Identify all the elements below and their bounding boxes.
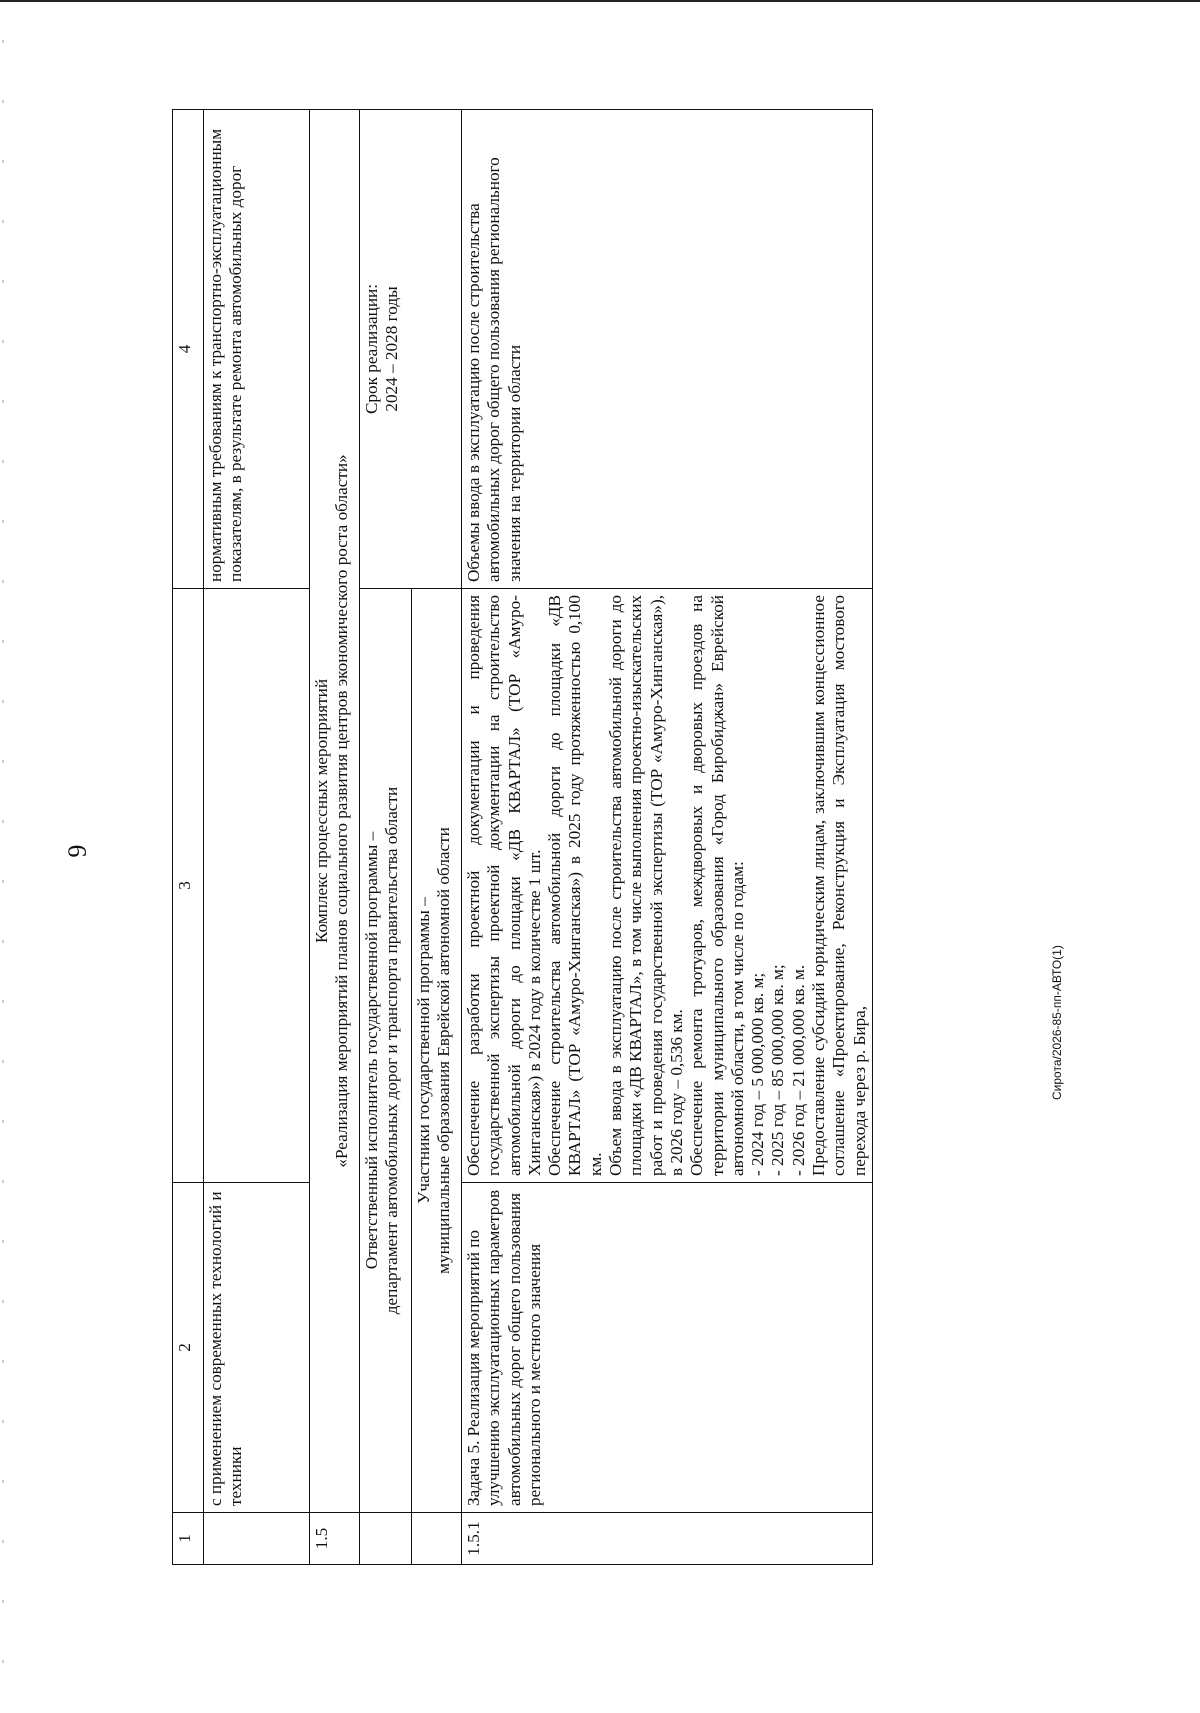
section-row (310, 110, 360, 1565)
participants-line1: Участники государственной программы – (414, 897, 433, 1204)
responsible-line1: Ответственный исполнитель государственной программы – (362, 831, 381, 1270)
measure-paragraph: Обеспечение строительства автомобильной дороги до площадки «ДВ КВАРТАЛ» (ТОР «Амуро-Хинганская») в 2025 году протяженностью 0,100 км. (545, 595, 605, 1176)
term-line1: Срок реализации: (362, 283, 381, 415)
header-col-3: 3 (173, 589, 204, 1183)
task-number: 1.5.1 (462, 1513, 873, 1565)
section-title (310, 110, 360, 1513)
footer-document-code: Сирота/2026-85-пп-АВТО(1) (1050, 945, 1064, 1100)
task-measures (462, 589, 873, 1183)
page-number: 6 (62, 844, 92, 858)
task-row (462, 110, 873, 1565)
header-col-2: 2 (173, 1183, 204, 1513)
measure-list-item: - 2026 год – 21 000,000 кв. м. (788, 964, 808, 1176)
implementation-term (360, 110, 462, 589)
measure-paragraph: Обеспечение разработки проектной документации и проведения государственной экспертизы проектной документации на строительство автомобильной дороги до площадки «ДВ КВАРТАЛ» (ТОР «Амуро-Хинганская») в 2024 году в количестве 1 шт. (464, 595, 544, 1176)
responsible-line2: департамент автомобильных дорог и транспорта правительства области (382, 786, 402, 1315)
cont-col-3 (204, 589, 310, 1183)
measure-paragraph: Объем ввода в эксплуатацию после строительства автомобильной дороги до площадки «ДВ КВАРТАЛ», в том числе выполнения проектно-изыскательских работ и проведения государственной экспертизы (ТОР «Амуро-Хинганская»), в 2026 году – 0,536 км. (606, 595, 686, 1176)
header-row (173, 110, 204, 1565)
continued-row (204, 110, 310, 1565)
term-line2: 2024 – 2028 годы (382, 286, 402, 412)
section-title-line2: «Реализация мероприятий планов социального развития центров экономического роста области» (332, 454, 352, 1168)
rotated-page-content (172, 110, 1127, 1565)
section-title-line1: Комплекс процессных мероприятий (312, 678, 331, 944)
page-edge-line (0, 0, 1200, 2)
participants-col-1 (412, 1513, 462, 1565)
responsible-col-1 (360, 1513, 412, 1565)
responsible-executor (360, 589, 412, 1513)
cont-col-1 (204, 1513, 310, 1565)
program-participants (412, 589, 462, 1513)
task-description: Задача 5. Реализация мероприятий по улучшению эксплуатационных параметров автомобильных дорог общего пользования регионального и местного значения (462, 1183, 873, 1513)
program-table (172, 109, 873, 1565)
cont-col-4: нормативным требованиям к транспортно-эксплуатационным показателям, в результате ремонта автомобильных дорог (204, 110, 310, 589)
header-col-4: 4 (173, 110, 204, 589)
cont-col-2: с применением современных технологий и техники (204, 1183, 310, 1513)
measure-paragraph: Предоставление субсидий юридическим лицам, заключившим концессионное соглашение «Проектирование, Реконструкция и Эксплуатация мостового перехода через р. Бира, (809, 595, 869, 1176)
measure-list-item: - 2024 год – 5 000,000 кв. м; (748, 972, 768, 1176)
section-number: 1.5 (310, 1513, 360, 1565)
measure-paragraph: Обеспечение ремонта тротуаров, междворовых и дворовых проездов на территории муниципального образования «Город Биробиджан» Еврейской автономной области, в том числе по годам: (687, 595, 747, 1176)
responsible-row (360, 110, 412, 1565)
measure-list-item: - 2025 год – 85 000,000 кв. м; (768, 964, 788, 1176)
task-indicator: Объемы ввода в эксплуатацию после строительства автомобильных дорог общего пользования регионального значения на территории области (462, 110, 873, 589)
header-col-1: 1 (173, 1513, 204, 1565)
participants-line2: муниципальные образования Еврейской автономной области (434, 827, 454, 1274)
scan-edge-marks (2, 40, 4, 1680)
